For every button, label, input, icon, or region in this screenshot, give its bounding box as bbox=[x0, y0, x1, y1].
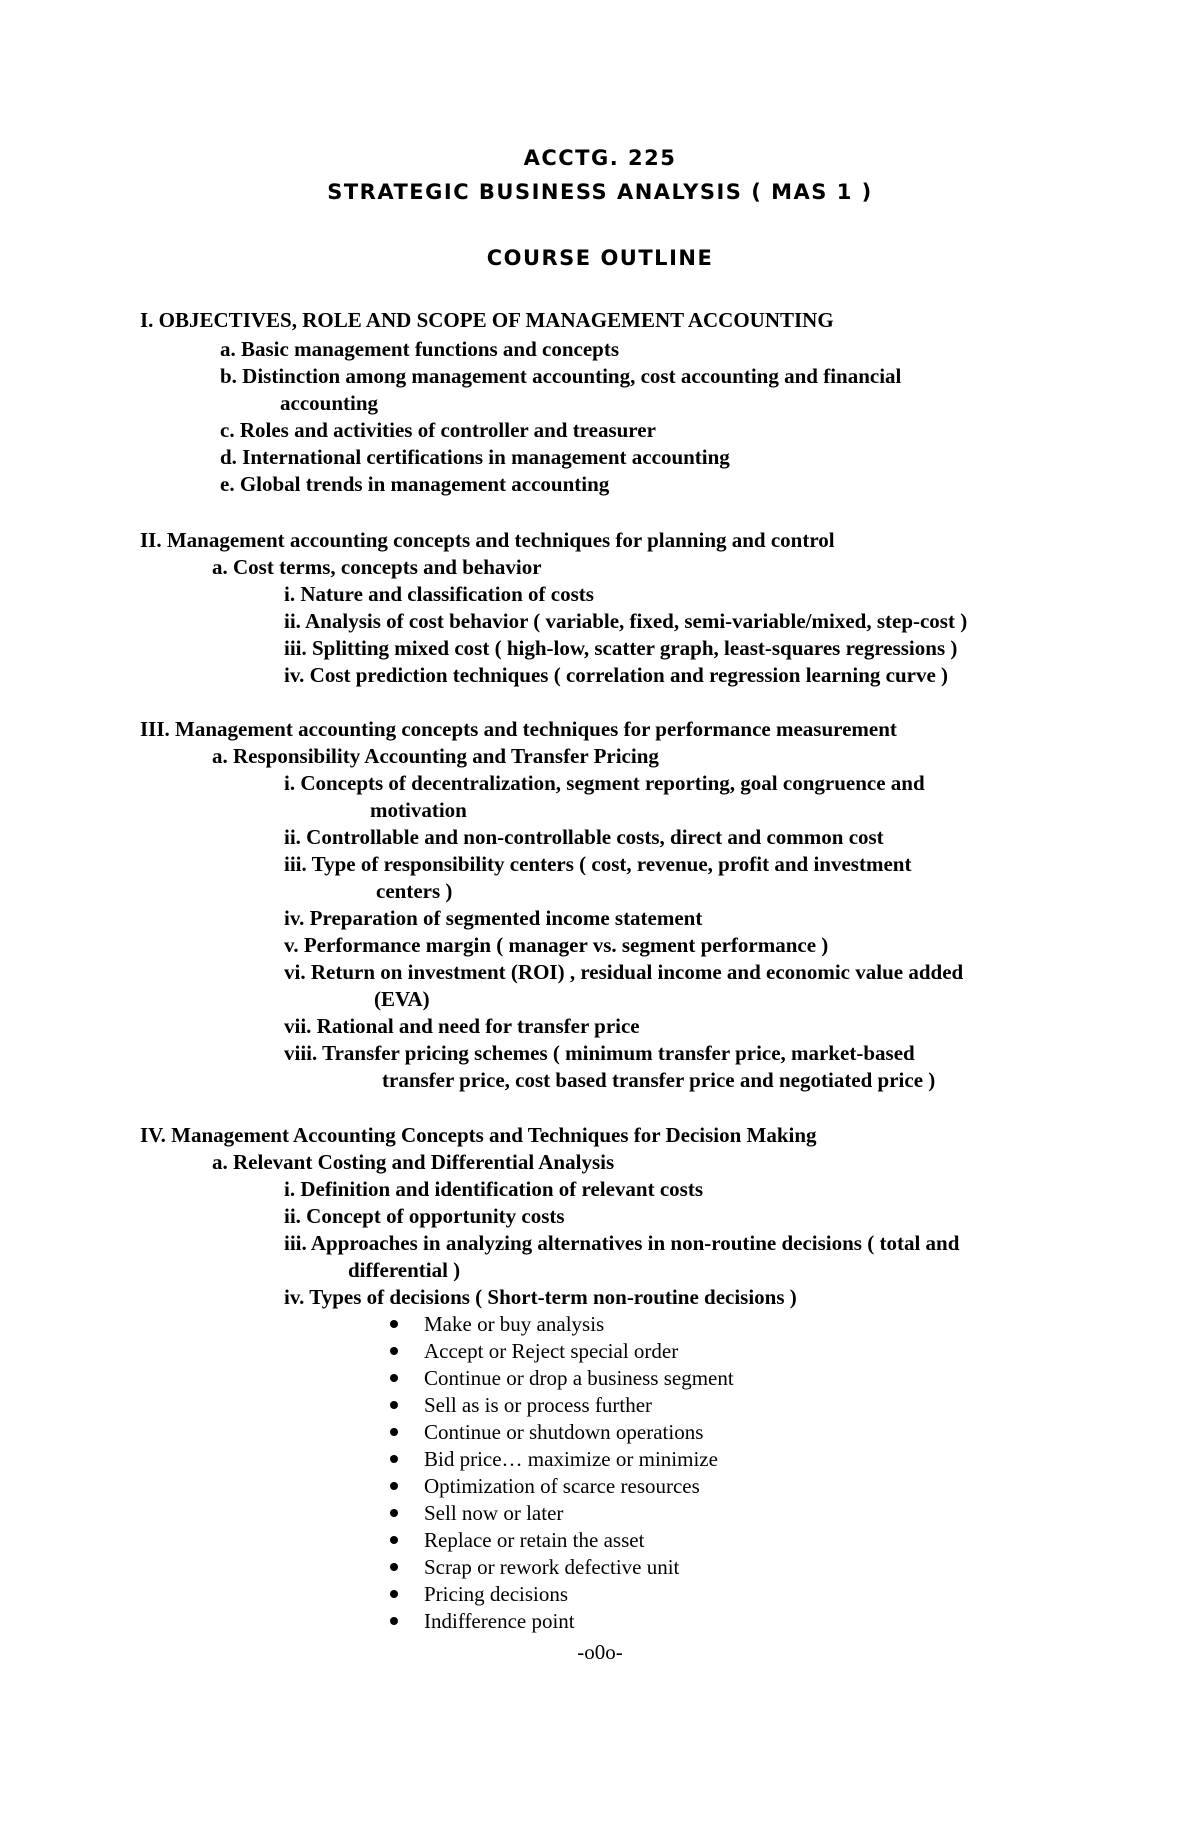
outline-line: i. Concepts of decentralization, segment reporting, goal congruence and bbox=[284, 771, 925, 795]
outline-line: (EVA) bbox=[374, 987, 430, 1011]
outline-line: i. Nature and classification of costs bbox=[284, 582, 594, 606]
outline-line: iv. Cost prediction techniques ( correlation and regression learning curve ) bbox=[284, 663, 949, 687]
outline-line: i. Definition and identification of relevant costs bbox=[284, 1177, 704, 1201]
bullet-icon bbox=[390, 1455, 398, 1463]
list-item: Sell now or later bbox=[424, 1501, 564, 1525]
section-2-heading: II. Management accounting concepts and techniques for planning and control bbox=[140, 528, 835, 552]
outline-heading: COURSE OUTLINE bbox=[486, 246, 714, 270]
list-item: Continue or shutdown operations bbox=[424, 1420, 704, 1444]
outline-line: b. Distinction among management accounting, cost accounting and financial bbox=[220, 364, 902, 388]
outline-line: a. Basic management functions and concepts bbox=[220, 337, 620, 361]
outline-line: c. Roles and activities of controller and treasurer bbox=[220, 418, 656, 442]
bullet-icon bbox=[390, 1320, 398, 1328]
list-item: Make or buy analysis bbox=[424, 1312, 605, 1336]
end-mark: -o0o- bbox=[577, 1640, 623, 1664]
outline-line: motivation bbox=[370, 798, 467, 822]
list-item: Pricing decisions bbox=[424, 1582, 569, 1606]
outline-line: iii. Splitting mixed cost ( high-low, scatter graph, least-squares regressions ) bbox=[284, 636, 958, 660]
outline-line: e. Global trends in management accounting bbox=[220, 472, 610, 496]
outline-line: v. Performance margin ( manager vs. segment performance ) bbox=[284, 933, 829, 957]
outline-line: a. Cost terms, concepts and behavior bbox=[212, 555, 542, 579]
outline-line: iii. Type of responsibility centers ( cost, revenue, profit and investment bbox=[284, 852, 912, 876]
bullet-icon bbox=[390, 1347, 398, 1355]
bullet-icon bbox=[390, 1482, 398, 1490]
list-item: Scrap or rework defective unit bbox=[424, 1555, 680, 1579]
outline-line: ii. Analysis of cost behavior ( variable, fixed, semi-variable/mixed, step-cost ) bbox=[284, 609, 968, 633]
outline-line: a. Relevant Costing and Differential Analysis bbox=[212, 1150, 615, 1174]
bullet-icon bbox=[390, 1428, 398, 1436]
section-4-heading: IV. Management Accounting Concepts and Techniques for Decision Making bbox=[140, 1123, 817, 1147]
outline-line: differential ) bbox=[348, 1258, 461, 1282]
outline-line: iii. Approaches in analyzing alternatives in non-routine decisions ( total and bbox=[284, 1231, 960, 1255]
outline-line: d. International certifications in management accounting bbox=[220, 445, 730, 469]
outline-line: a. Responsibility Accounting and Transfer Pricing bbox=[212, 744, 659, 768]
bullet-icon bbox=[390, 1374, 398, 1382]
section-3-heading: III. Management accounting concepts and techniques for performance measurement bbox=[140, 717, 897, 741]
bullet-icon bbox=[390, 1509, 398, 1517]
outline-line: viii. Transfer pricing schemes ( minimum transfer price, market-based bbox=[284, 1041, 915, 1065]
outline-line: transfer price, cost based transfer price and negotiated price ) bbox=[382, 1068, 936, 1092]
list-item: Sell as is or process further bbox=[424, 1393, 653, 1417]
list-item: Continue or drop a business segment bbox=[424, 1366, 734, 1390]
outline-line: accounting bbox=[280, 391, 379, 415]
list-item: Optimization of scarce resources bbox=[424, 1474, 700, 1498]
course-title: STRATEGIC BUSINESS ANALYSIS ( MAS 1 ) bbox=[327, 180, 873, 204]
list-item: Replace or retain the asset bbox=[424, 1528, 645, 1552]
list-item: Indifference point bbox=[424, 1609, 575, 1633]
outline-line: iv. Types of decisions ( Short-term non-routine decisions ) bbox=[284, 1285, 797, 1309]
section-1-heading: I. OBJECTIVES, ROLE AND SCOPE OF MANAGEMENT ACCOUNTING bbox=[140, 308, 834, 332]
bullet-icon bbox=[390, 1536, 398, 1544]
outline-line: centers ) bbox=[376, 879, 453, 903]
outline-line: ii. Concept of opportunity costs bbox=[284, 1204, 565, 1228]
list-item: Accept or Reject special order bbox=[424, 1339, 679, 1363]
outline-line: vi. Return on investment (ROI) , residual income and economic value added bbox=[284, 960, 964, 984]
bullet-icon bbox=[390, 1563, 398, 1571]
course-code: ACCTG. 225 bbox=[523, 146, 677, 170]
bullet-icon bbox=[390, 1401, 398, 1409]
list-item: Bid price… maximize or minimize bbox=[424, 1447, 718, 1471]
outline-line: iv. Preparation of segmented income statement bbox=[284, 906, 703, 930]
bullet-icon bbox=[390, 1590, 398, 1598]
outline-line: ii. Controllable and non-controllable costs, direct and common cost bbox=[284, 825, 884, 849]
outline-line: vii. Rational and need for transfer price bbox=[284, 1014, 640, 1038]
bullet-icon bbox=[390, 1617, 398, 1625]
